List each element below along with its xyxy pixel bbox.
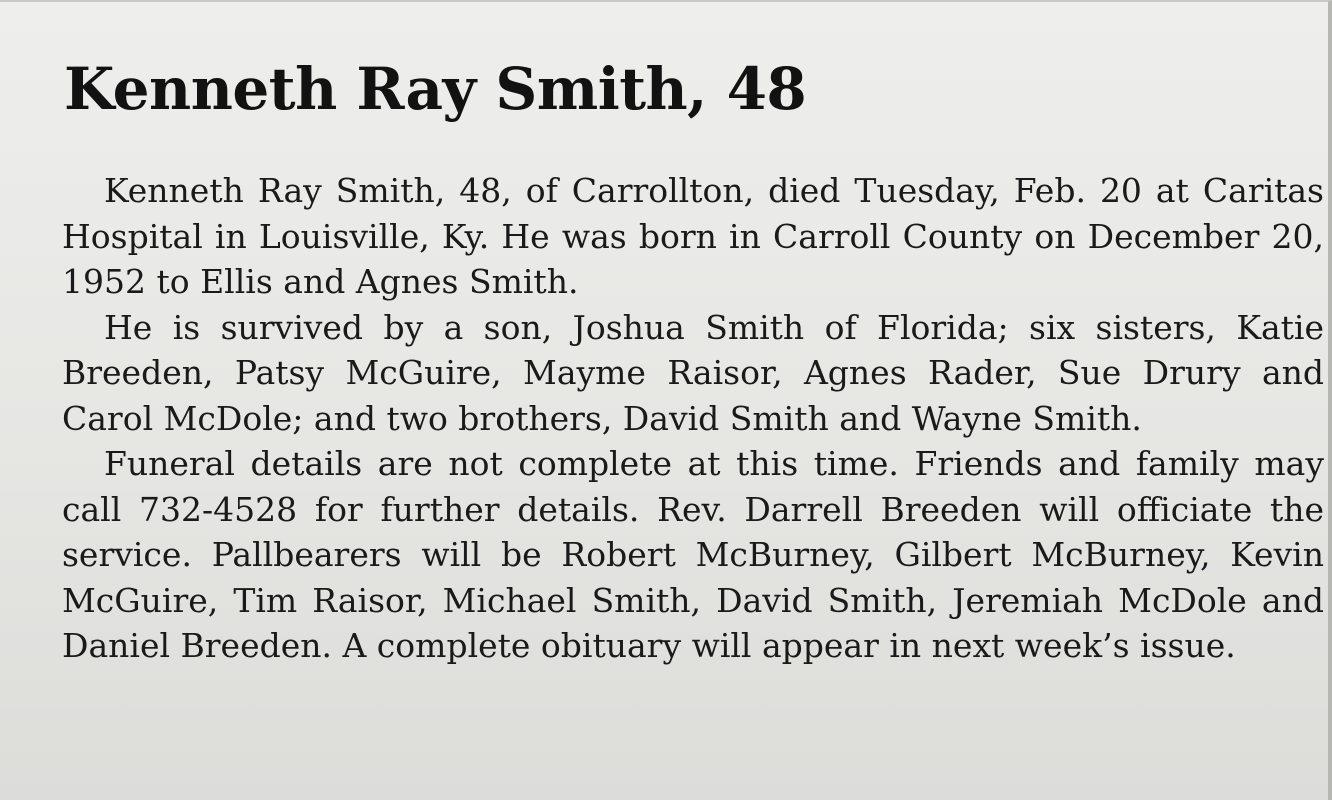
obituary-paragraph-death-birth: Kenneth Ray Smith, 48, of Carrollton, died Tuesday, Feb. 20 at Caritas Hospital in Louisville, Ky. He was born in Carroll County on December 20, 1952 to Ellis and Agnes Smith. xyxy=(62,171,1324,301)
obituary-paragraph-survivors: He is survived by a son, Joshua Smith of Florida; six sisters, Katie Breeden, Patsy McGuire, Mayme Raisor, Agnes Rader, Sue Drury and Carol McDole; and two brothers, David Smith and Wayne Smith. xyxy=(62,307,1324,438)
obituary-body xyxy=(62,168,1324,669)
obituary-paragraph-funeral: Funeral details are not complete at this time. Friends and family may call 732-4528 for further details. Rev. Darrell Breeden will officiate the service. Pallbearers will be Robert McBurney, Gilbert McBurney, Kevin McGuire, Tim Raisor, Michael Smith, David Smith, Jeremiah McDole and Daniel Breeden. A complete obituary will appear in next week’s issue. xyxy=(62,444,1324,665)
obituary-headline: Kenneth Ray Smith, 48 xyxy=(64,55,807,123)
